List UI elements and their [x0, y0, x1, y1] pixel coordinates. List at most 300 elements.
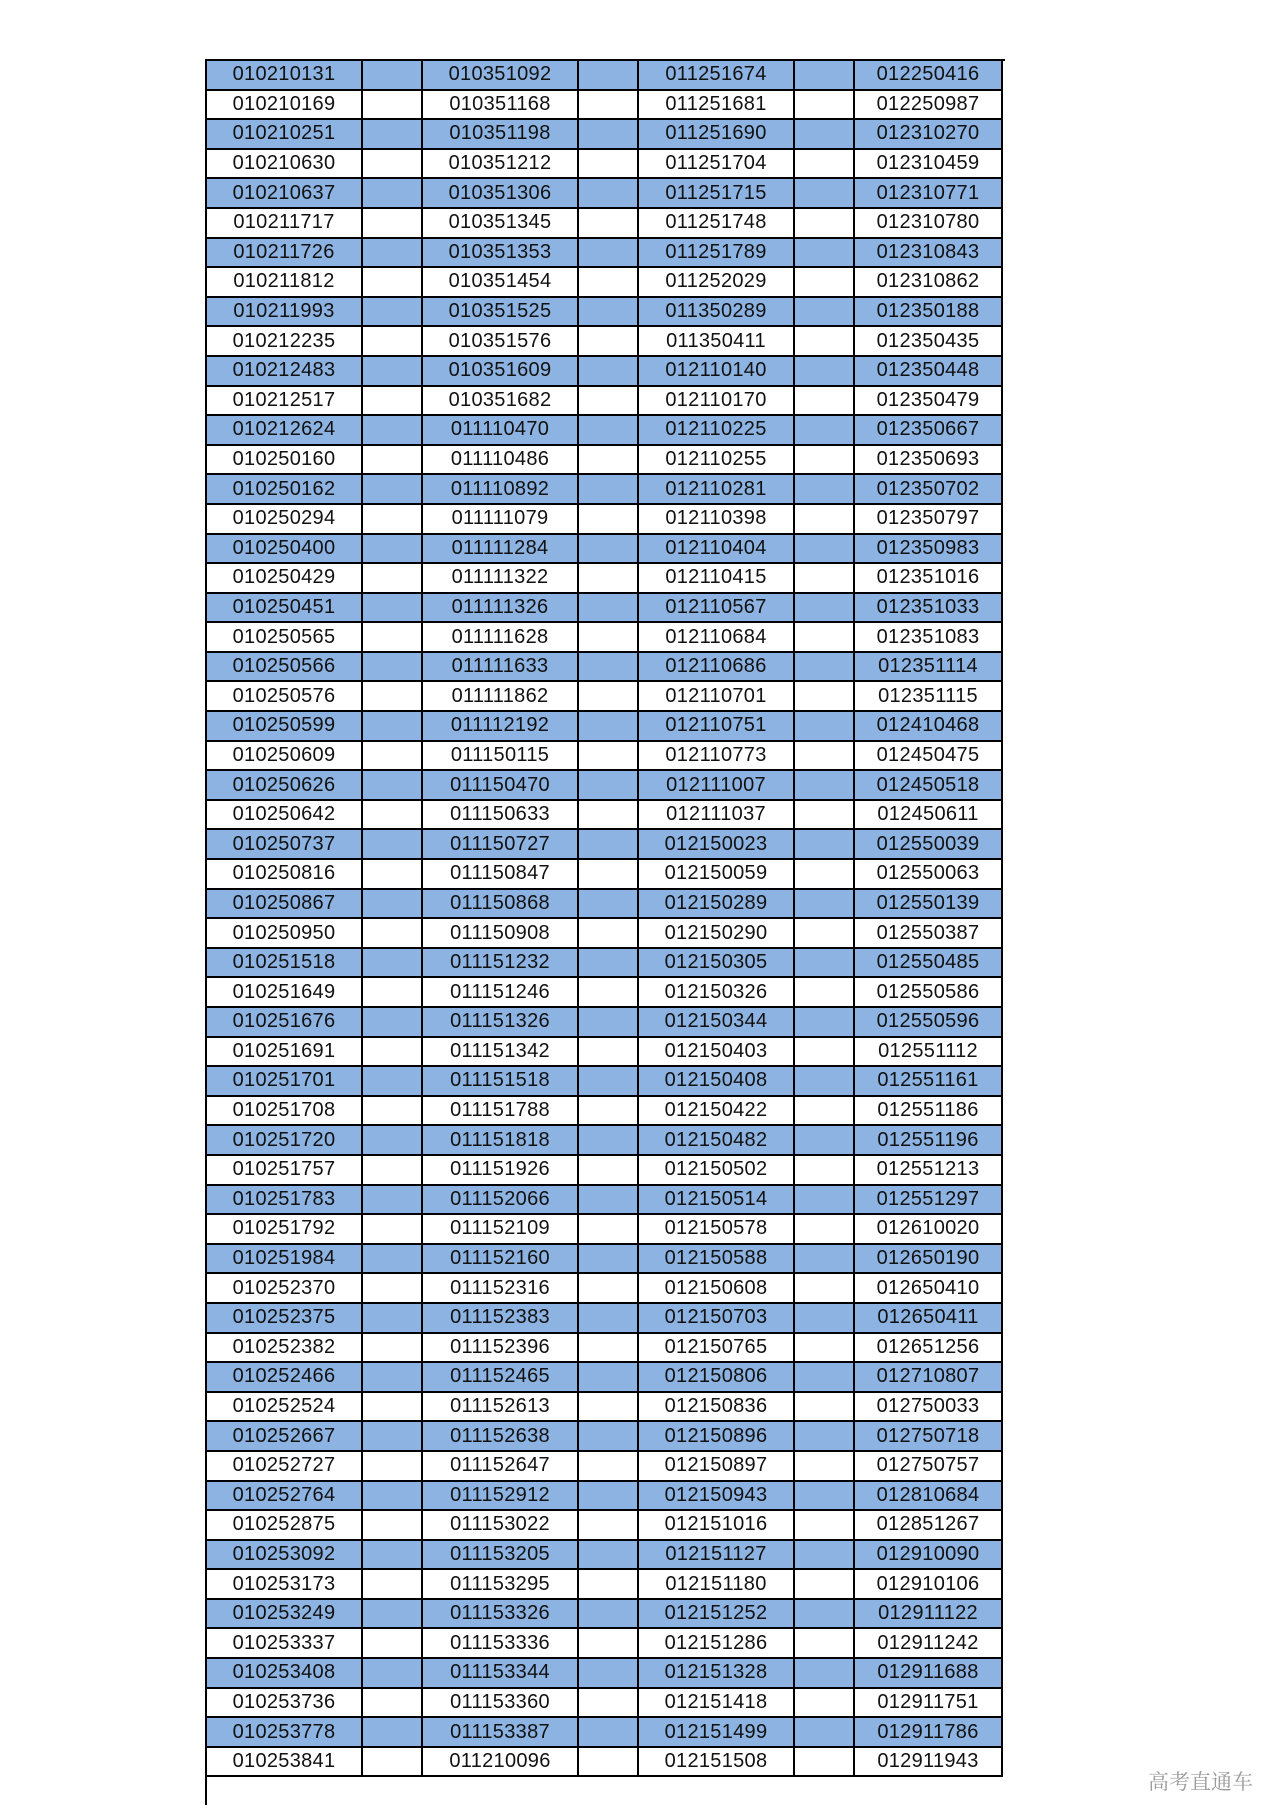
table-row — [207, 179, 1005, 209]
id-cell: 011251674 — [639, 61, 795, 91]
spacer-cell — [579, 209, 639, 239]
id-cell: 011112192 — [423, 712, 579, 742]
spacer-cell — [579, 535, 639, 565]
id-cell: 012150290 — [639, 919, 795, 949]
spacer-cell — [363, 860, 423, 890]
spacer-cell — [579, 298, 639, 328]
spacer-cell — [579, 1245, 639, 1275]
id-cell: 012911122 — [855, 1600, 1003, 1630]
spacer-cell — [795, 712, 855, 742]
id-cell: 012110398 — [639, 505, 795, 535]
id-cell: 012351115 — [855, 682, 1003, 712]
id-cell: 011251690 — [639, 120, 795, 150]
id-cell: 012911786 — [855, 1718, 1003, 1748]
id-cell: 011252029 — [639, 268, 795, 298]
spacer-cell — [363, 771, 423, 801]
id-cell: 012550387 — [855, 919, 1003, 949]
spacer-cell — [363, 1689, 423, 1719]
spacer-cell — [363, 1156, 423, 1186]
table-row — [207, 1156, 1005, 1186]
spacer-cell — [363, 1008, 423, 1038]
id-cell: 010251783 — [207, 1186, 363, 1216]
id-cell: 010250451 — [207, 594, 363, 624]
id-cell: 010250400 — [207, 535, 363, 565]
id-cell: 012710807 — [855, 1363, 1003, 1393]
spacer-cell — [795, 416, 855, 446]
id-cell: 012150943 — [639, 1482, 795, 1512]
spacer-cell — [579, 1067, 639, 1097]
spacer-cell — [795, 1393, 855, 1423]
spacer-cell — [579, 1304, 639, 1334]
id-cell: 010252764 — [207, 1482, 363, 1512]
id-cell: 010250950 — [207, 919, 363, 949]
id-cell: 010252375 — [207, 1304, 363, 1334]
spacer-cell — [363, 1393, 423, 1423]
spacer-cell — [363, 120, 423, 150]
id-cell: 010351454 — [423, 268, 579, 298]
id-cell: 012310771 — [855, 179, 1003, 209]
id-cell: 011251789 — [639, 239, 795, 269]
id-cell: 010253408 — [207, 1659, 363, 1689]
id-cell: 010253841 — [207, 1748, 363, 1778]
spacer-cell — [579, 1541, 639, 1571]
spacer-cell — [579, 475, 639, 505]
spacer-cell — [795, 830, 855, 860]
id-table — [205, 59, 1005, 1805]
id-cell: 010252466 — [207, 1363, 363, 1393]
spacer-cell — [579, 416, 639, 446]
spacer-cell — [579, 1393, 639, 1423]
spacer-cell — [579, 1126, 639, 1156]
spacer-cell — [795, 475, 855, 505]
id-cell: 010250867 — [207, 890, 363, 920]
spacer-cell — [363, 1186, 423, 1216]
spacer-cell — [795, 1718, 855, 1748]
spacer-cell — [579, 771, 639, 801]
id-cell: 012650411 — [855, 1304, 1003, 1334]
spacer-cell — [579, 1422, 639, 1452]
table-row — [207, 1274, 1005, 1304]
spacer-cell — [363, 1038, 423, 1068]
id-cell: 011152109 — [423, 1215, 579, 1245]
spacer-cell — [795, 1541, 855, 1571]
id-cell: 010351092 — [423, 61, 579, 91]
spacer-cell — [795, 1245, 855, 1275]
id-cell: 010212624 — [207, 416, 363, 446]
spacer-cell — [795, 1334, 855, 1364]
spacer-cell — [579, 91, 639, 121]
id-cell: 011111322 — [423, 564, 579, 594]
id-cell: 010351345 — [423, 209, 579, 239]
id-cell: 012150765 — [639, 1334, 795, 1364]
id-cell: 011110892 — [423, 475, 579, 505]
spacer-cell — [579, 564, 639, 594]
id-cell: 010250565 — [207, 623, 363, 653]
table-row — [207, 771, 1005, 801]
id-cell: 012151418 — [639, 1689, 795, 1719]
id-cell: 012350702 — [855, 475, 1003, 505]
id-cell: 010252524 — [207, 1393, 363, 1423]
id-cell: 012150836 — [639, 1393, 795, 1423]
id-cell: 010210251 — [207, 120, 363, 150]
id-cell: 012151499 — [639, 1718, 795, 1748]
id-cell: 012551196 — [855, 1126, 1003, 1156]
spacer-cell — [579, 1363, 639, 1393]
id-cell: 012911751 — [855, 1689, 1003, 1719]
id-cell: 011111862 — [423, 682, 579, 712]
id-cell: 010210169 — [207, 91, 363, 121]
id-cell: 010252727 — [207, 1452, 363, 1482]
spacer-cell — [363, 1274, 423, 1304]
id-cell: 011152647 — [423, 1452, 579, 1482]
id-cell: 012810684 — [855, 1482, 1003, 1512]
spacer-cell — [579, 1097, 639, 1127]
spacer-cell — [579, 61, 639, 91]
id-cell: 011350289 — [639, 298, 795, 328]
id-cell: 010250162 — [207, 475, 363, 505]
spacer-cell — [579, 1274, 639, 1304]
id-cell: 011153022 — [423, 1511, 579, 1541]
id-cell: 012150023 — [639, 830, 795, 860]
spacer-cell — [363, 653, 423, 683]
id-cell: 011151518 — [423, 1067, 579, 1097]
id-cell: 012110751 — [639, 712, 795, 742]
id-cell: 012310862 — [855, 268, 1003, 298]
spacer-cell — [579, 1600, 639, 1630]
id-cell: 012550485 — [855, 949, 1003, 979]
spacer-cell — [363, 179, 423, 209]
spacer-cell — [363, 564, 423, 594]
id-cell: 010252875 — [207, 1511, 363, 1541]
spacer-cell — [795, 860, 855, 890]
spacer-cell — [795, 623, 855, 653]
id-cell: 012150896 — [639, 1422, 795, 1452]
id-cell: 011153387 — [423, 1718, 579, 1748]
spacer-cell — [363, 1570, 423, 1600]
id-cell: 010250642 — [207, 801, 363, 831]
table-row — [207, 1126, 1005, 1156]
spacer-cell — [579, 1748, 639, 1778]
table-row — [207, 1245, 1005, 1275]
spacer-cell — [795, 742, 855, 772]
id-cell: 012150514 — [639, 1186, 795, 1216]
id-cell: 010351198 — [423, 120, 579, 150]
spacer-cell — [579, 1008, 639, 1038]
table-row — [207, 1629, 1005, 1659]
id-cell: 012150408 — [639, 1067, 795, 1097]
spacer-cell — [363, 1215, 423, 1245]
spacer-cell — [363, 978, 423, 1008]
id-cell: 010212235 — [207, 327, 363, 357]
id-cell: 011151246 — [423, 978, 579, 1008]
id-cell: 012851267 — [855, 1511, 1003, 1541]
id-cell: 010253092 — [207, 1541, 363, 1571]
spacer-cell — [363, 416, 423, 446]
spacer-cell — [363, 209, 423, 239]
table-row — [207, 1393, 1005, 1423]
spacer-cell — [363, 1629, 423, 1659]
table-row — [207, 1422, 1005, 1452]
spacer-cell — [579, 919, 639, 949]
spacer-cell — [795, 239, 855, 269]
spacer-cell — [579, 594, 639, 624]
id-cell: 011110486 — [423, 446, 579, 476]
id-cell: 012351033 — [855, 594, 1003, 624]
id-cell: 011210096 — [423, 1748, 579, 1778]
spacer-cell — [579, 239, 639, 269]
id-cell: 011111079 — [423, 505, 579, 535]
table-row — [207, 1748, 1005, 1778]
id-cell: 010250737 — [207, 830, 363, 860]
spacer-cell — [579, 1570, 639, 1600]
id-cell: 011152066 — [423, 1186, 579, 1216]
id-cell: 012111037 — [639, 801, 795, 831]
spacer-cell — [795, 1304, 855, 1334]
spacer-cell — [579, 1659, 639, 1689]
id-cell: 010351212 — [423, 150, 579, 180]
id-cell: 010211726 — [207, 239, 363, 269]
id-cell: 012650410 — [855, 1274, 1003, 1304]
spacer-cell — [363, 475, 423, 505]
spacer-cell — [363, 623, 423, 653]
spacer-cell — [579, 1038, 639, 1068]
id-cell: 011151926 — [423, 1156, 579, 1186]
spacer-cell — [579, 505, 639, 535]
id-cell: 010251518 — [207, 949, 363, 979]
id-cell: 011150470 — [423, 771, 579, 801]
id-cell: 010250626 — [207, 771, 363, 801]
table-row — [207, 1718, 1005, 1748]
id-cell: 012150703 — [639, 1304, 795, 1334]
id-cell: 011110470 — [423, 416, 579, 446]
table-row — [207, 387, 1005, 417]
id-cell: 010251984 — [207, 1245, 363, 1275]
spacer-cell — [795, 653, 855, 683]
spacer-cell — [363, 949, 423, 979]
table-row — [207, 1097, 1005, 1127]
id-cell: 012750033 — [855, 1393, 1003, 1423]
id-cell: 012350983 — [855, 535, 1003, 565]
spacer-cell — [579, 150, 639, 180]
id-cell: 011251748 — [639, 209, 795, 239]
spacer-cell — [795, 268, 855, 298]
table-row — [207, 1363, 1005, 1393]
id-cell: 011151342 — [423, 1038, 579, 1068]
id-cell: 011153360 — [423, 1689, 579, 1719]
id-cell: 012651256 — [855, 1334, 1003, 1364]
id-cell: 012111007 — [639, 771, 795, 801]
id-cell: 012151180 — [639, 1570, 795, 1600]
spacer-cell — [363, 830, 423, 860]
spacer-cell — [579, 1156, 639, 1186]
spacer-cell — [363, 1304, 423, 1334]
spacer-cell — [363, 239, 423, 269]
table-row — [207, 653, 1005, 683]
id-cell: 011151818 — [423, 1126, 579, 1156]
spacer-cell — [363, 387, 423, 417]
id-cell: 012310843 — [855, 239, 1003, 269]
spacer-cell — [579, 1186, 639, 1216]
table-row — [207, 298, 1005, 328]
id-cell: 010251720 — [207, 1126, 363, 1156]
id-cell: 011111284 — [423, 535, 579, 565]
id-cell: 012150608 — [639, 1274, 795, 1304]
id-cell: 011153205 — [423, 1541, 579, 1571]
spacer-cell — [795, 1038, 855, 1068]
id-cell: 012150897 — [639, 1452, 795, 1482]
spacer-cell — [579, 742, 639, 772]
table-row — [207, 150, 1005, 180]
spacer-cell — [795, 1629, 855, 1659]
spacer-cell — [795, 1422, 855, 1452]
table-row — [207, 1541, 1005, 1571]
spacer-cell — [795, 150, 855, 180]
spacer-cell — [579, 268, 639, 298]
table-row — [207, 623, 1005, 653]
table-row — [207, 61, 1005, 91]
spacer-cell — [795, 61, 855, 91]
id-cell: 012110225 — [639, 416, 795, 446]
spacer-cell — [795, 1600, 855, 1630]
id-cell: 010250429 — [207, 564, 363, 594]
spacer-cell — [795, 1067, 855, 1097]
id-cell: 012910090 — [855, 1541, 1003, 1571]
id-cell: 012911688 — [855, 1659, 1003, 1689]
id-cell: 011152383 — [423, 1304, 579, 1334]
table-row — [207, 712, 1005, 742]
id-cell: 010211812 — [207, 268, 363, 298]
spacer-cell — [363, 1718, 423, 1748]
spacer-cell — [579, 682, 639, 712]
spacer-cell — [363, 1422, 423, 1452]
id-cell: 011111628 — [423, 623, 579, 653]
spacer-cell — [579, 1629, 639, 1659]
id-cell: 011150115 — [423, 742, 579, 772]
spacer-cell — [363, 327, 423, 357]
spacer-cell — [579, 623, 639, 653]
id-cell: 012110281 — [639, 475, 795, 505]
spacer-cell — [579, 1482, 639, 1512]
spacer-cell — [579, 1334, 639, 1364]
id-cell: 010250576 — [207, 682, 363, 712]
id-cell: 012310780 — [855, 209, 1003, 239]
id-cell: 010250160 — [207, 446, 363, 476]
id-cell: 010211993 — [207, 298, 363, 328]
spacer-cell — [579, 1718, 639, 1748]
id-cell: 010351353 — [423, 239, 579, 269]
spacer-cell — [795, 1511, 855, 1541]
id-cell: 012750757 — [855, 1452, 1003, 1482]
spacer-cell — [795, 1570, 855, 1600]
id-cell: 012350693 — [855, 446, 1003, 476]
id-cell: 012911943 — [855, 1748, 1003, 1778]
spacer-cell — [363, 1511, 423, 1541]
table-row — [207, 594, 1005, 624]
id-cell: 011153336 — [423, 1629, 579, 1659]
id-cell: 010251676 — [207, 1008, 363, 1038]
table-row — [207, 682, 1005, 712]
id-cell: 012351016 — [855, 564, 1003, 594]
id-cell: 012150806 — [639, 1363, 795, 1393]
spacer-cell — [363, 1334, 423, 1364]
table-row — [207, 1482, 1005, 1512]
spacer-cell — [363, 1541, 423, 1571]
spacer-cell — [795, 1097, 855, 1127]
table-row — [207, 535, 1005, 565]
id-cell: 012351083 — [855, 623, 1003, 653]
spacer-cell — [795, 682, 855, 712]
spacer-cell — [363, 682, 423, 712]
id-cell: 011151788 — [423, 1097, 579, 1127]
spacer-cell — [363, 91, 423, 121]
spacer-cell — [795, 505, 855, 535]
id-cell: 010250294 — [207, 505, 363, 535]
id-cell: 012410468 — [855, 712, 1003, 742]
id-cell: 011152638 — [423, 1422, 579, 1452]
id-cell: 010252667 — [207, 1422, 363, 1452]
spacer-cell — [579, 978, 639, 1008]
table-row — [207, 1511, 1005, 1541]
id-cell: 011251704 — [639, 150, 795, 180]
table-row — [207, 268, 1005, 298]
id-cell: 011150847 — [423, 860, 579, 890]
id-cell: 012150326 — [639, 978, 795, 1008]
table-row — [207, 446, 1005, 476]
spacer-cell — [795, 1186, 855, 1216]
id-cell: 012110701 — [639, 682, 795, 712]
id-cell: 011153344 — [423, 1659, 579, 1689]
id-cell: 011152613 — [423, 1393, 579, 1423]
id-cell: 012150289 — [639, 890, 795, 920]
id-cell: 012110686 — [639, 653, 795, 683]
table-row — [207, 1334, 1005, 1364]
id-cell: 011153326 — [423, 1600, 579, 1630]
spacer-cell — [363, 1452, 423, 1482]
id-cell: 010251691 — [207, 1038, 363, 1068]
id-cell: 010250566 — [207, 653, 363, 683]
id-cell: 012551297 — [855, 1186, 1003, 1216]
id-cell: 010251708 — [207, 1097, 363, 1127]
id-cell: 010210637 — [207, 179, 363, 209]
spacer-cell — [579, 801, 639, 831]
id-cell: 011152160 — [423, 1245, 579, 1275]
table-row — [207, 416, 1005, 446]
spacer-cell — [579, 446, 639, 476]
spacer-cell — [795, 1482, 855, 1512]
id-cell: 011151326 — [423, 1008, 579, 1038]
spacer-cell — [795, 91, 855, 121]
spacer-cell — [363, 1245, 423, 1275]
spacer-cell — [363, 505, 423, 535]
id-cell: 011150633 — [423, 801, 579, 831]
id-cell: 012350797 — [855, 505, 1003, 535]
spacer-cell — [795, 327, 855, 357]
spacer-cell — [579, 387, 639, 417]
table-row — [207, 1452, 1005, 1482]
spacer-cell — [795, 1689, 855, 1719]
spacer-cell — [795, 1274, 855, 1304]
spacer-cell — [579, 653, 639, 683]
id-cell: 011251681 — [639, 91, 795, 121]
id-cell: 011150868 — [423, 890, 579, 920]
table-row — [207, 978, 1005, 1008]
id-cell: 012250987 — [855, 91, 1003, 121]
spacer-cell — [795, 1452, 855, 1482]
table-row — [207, 1600, 1005, 1630]
id-cell: 012151127 — [639, 1541, 795, 1571]
id-cell: 012350667 — [855, 416, 1003, 446]
table-row — [207, 91, 1005, 121]
